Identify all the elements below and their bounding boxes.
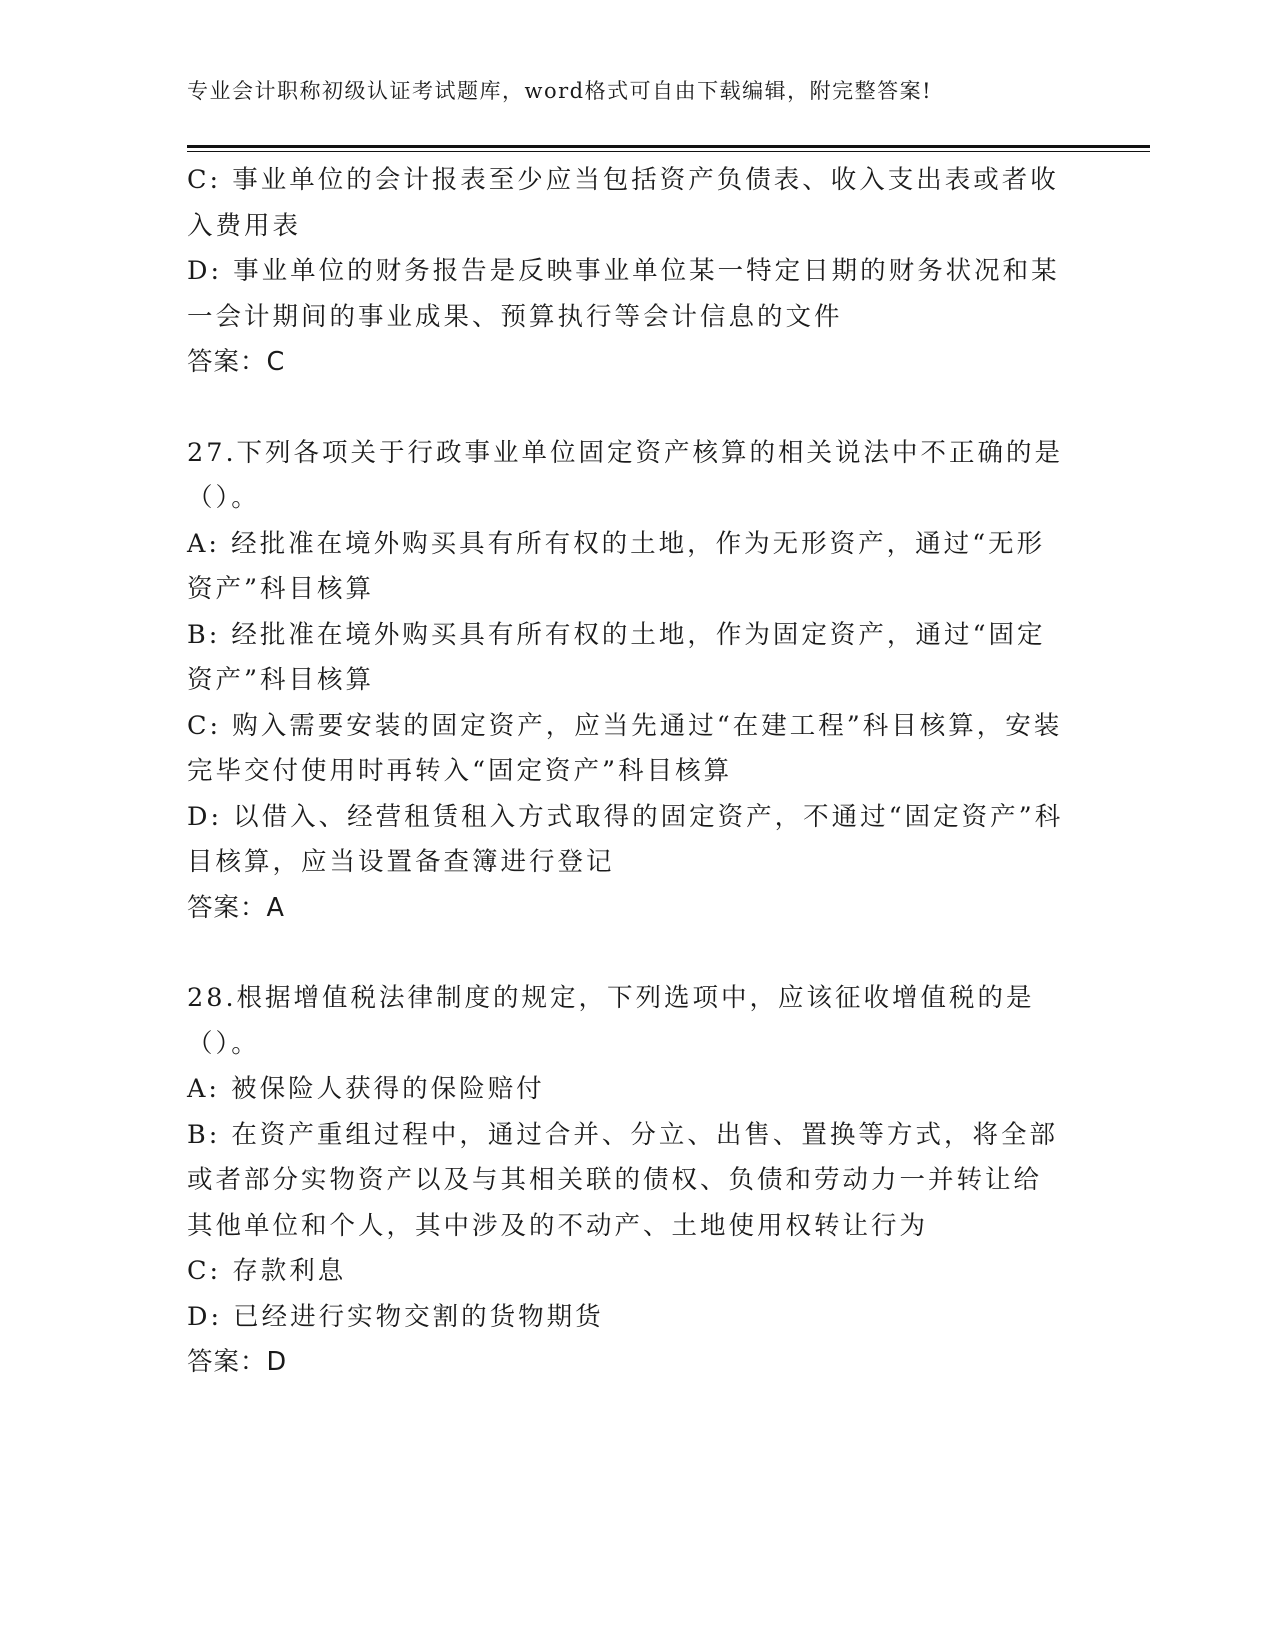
- page-header: 专业会计职称初级认证考试题库，word格式可自由下载编辑，附完整答案!: [187, 79, 933, 103]
- option-b: B: 在资产重组过程中，通过合并、分立、出售、置换等方式，将全部或者部分实物资产以及与其相关联的债权、负债和劳动力一并转让给其他单位和个人，其中涉及的不动产、土地使用权转让行为: [187, 1119, 1058, 1241]
- question-stem: 27.下列各项关于行政事业单位固定资产核算的相关说法中不正确的是（）。: [187, 437, 1064, 513]
- answer: 答案：C: [187, 347, 286, 377]
- option-c: C: 事业单位的会计报表至少应当包括资产负债表、收入支出表或者收入费用表: [187, 165, 1059, 241]
- spacer: [187, 386, 1069, 431]
- option-d: D: 以借入、经营租赁租入方式取得的固定资产，不通过“固定资产”科目核算，应当设置备查簿进行登记: [187, 801, 1064, 877]
- option-c: C: 购入需要安装的固定资产，应当先通过“在建工程”科目核算，安装完毕交付使用时再转入“固定资产”科目核算: [187, 710, 1063, 786]
- option-a: A: 被保险人获得的保险赔付: [187, 1074, 545, 1104]
- option-d: D: 事业单位的财务报告是反映事业单位某一特定日期的财务状况和某一会计期间的事业成果、预算执行等会计信息的文件: [187, 256, 1060, 332]
- option-b: B: 经批准在境外购买具有所有权的土地，作为固定资产，通过“固定资产”科目核算: [187, 619, 1046, 695]
- document-body: [187, 158, 1069, 1386]
- question-stem: 28.根据增值税法律制度的规定，下列选项中，应该征收增值税的是（）。: [187, 983, 1035, 1059]
- option-c: C: 存款利息: [187, 1256, 347, 1286]
- question-27: [187, 431, 1069, 932]
- answer: 答案：D: [187, 1347, 288, 1377]
- header-rule-thin: [187, 151, 1150, 152]
- question-26-tail: [187, 158, 1069, 386]
- spacer: [187, 931, 1069, 976]
- option-a: A: 经批准在境外购买具有所有权的土地，作为无形资产，通过“无形资产”科目核算: [187, 528, 1046, 604]
- question-28: [187, 976, 1069, 1386]
- answer: 答案：A: [187, 892, 285, 923]
- option-d: D: 已经进行实物交割的货物期货: [187, 1301, 604, 1332]
- header-rule: [187, 145, 1150, 148]
